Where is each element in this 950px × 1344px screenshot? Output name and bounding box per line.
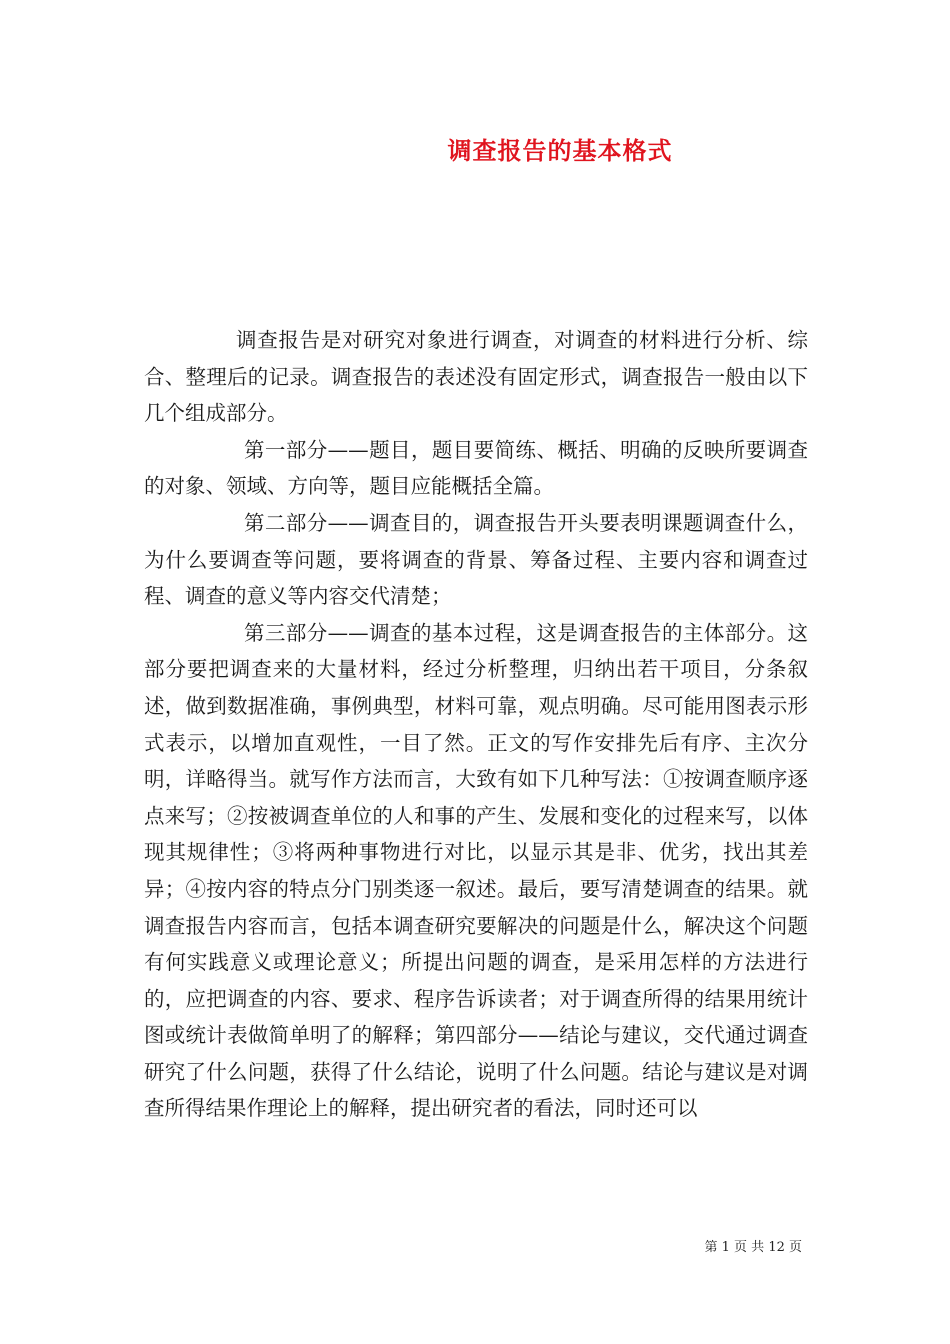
- document-title: 调查报告的基本格式: [447, 136, 673, 165]
- paragraph-part-three: 第三部分——调查的基本过程，这是调查报告的主体部分。这部分要把调查来的大量材料，经过分析整理，归纳出若干项目，分条叙述，做到数据准确，事例典型，材料可靠，观点明确。尽可能用图表示形式表示，以增加直观性，一目了然。正文的写作安排先后有序、主次分明，详略得当。就写作方法而言，大致有如下几种写法：①按调查顺序逐点来写；②按被调查单位的人和事的产生、发展和变化的过程来写，以体现其规律性；③将两种事物进行对比，以显示其是非、优劣，找出其差异；④按内容的特点分门别类逐一叙述。最后，要写清楚调查的结果。就调查报告内容而言，包括本调查研究要解决的问题是什么，解决这个问题有何实践意义或理论意义；所提出问题的调查，是采用怎样的方法进行的，应把调查的内容、要求、程序告诉读者；对于调查所得的结果用统计图或统计表做简单明了的解释；第四部分——结论与建议，交代通过调查研究了什么问题，获得了什么结论，说明了什么问题。结论与建议是对调查所得结果作理论上的解释，提出研究者的看法，同时还可以: [144, 620, 808, 1121]
- paragraph-intro: 调查报告是对研究对象进行调查，对调查的材料进行分析、综合、整理后的记录。调查报告的表述没有固定形式，调查报告一般由以下几个组成部分。: [144, 328, 808, 426]
- page-number-footer: 第 1 页 共 12 页: [704, 1240, 802, 1255]
- paragraph-part-two: 第二部分——调查目的，调查报告开头要表明课题调查什么，为什么要调查等问题，要将调查的背景、筹备过程、主要内容和调查过程、调查的意义等内容交代清楚；: [144, 510, 808, 609]
- paragraph-part-one: 第一部分——题目，题目要简练、概括、明确的反映所要调查的对象、领域、方向等，题目应能概括全篇。: [144, 437, 808, 499]
- document-body: [144, 322, 808, 1127]
